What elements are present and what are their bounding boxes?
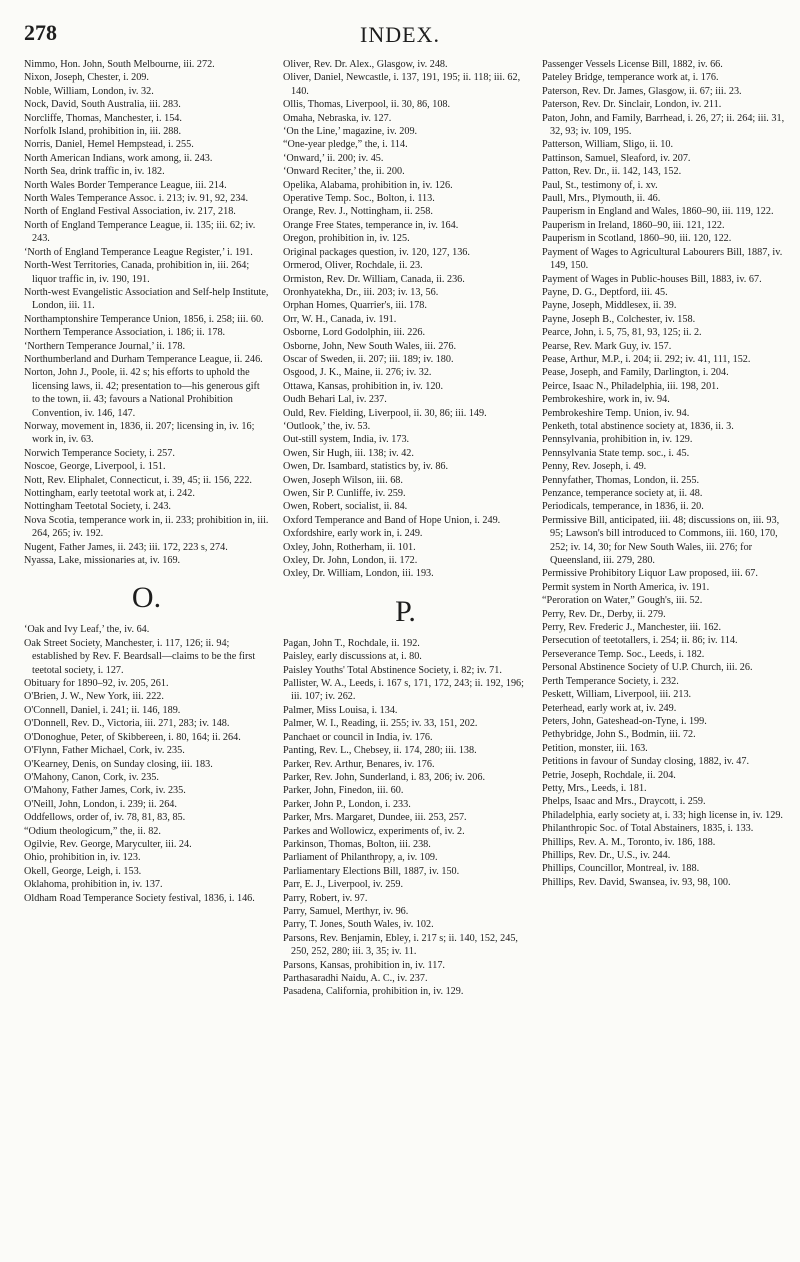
index-entry: Northamptonshire Temperance Union, 1856, i. 258; iii. 60. (24, 313, 264, 325)
index-entry: Osborne, John, New South Wales, iii. 276. (283, 340, 457, 352)
index-entry: Perseverance Temp. Soc., Leeds, i. 182. (542, 648, 705, 660)
index-entry: Peters, John, Gateshead-on-Tyne, i. 199. (542, 715, 707, 727)
index-entry: Pearse, Rev. Mark Guy, iv. 157. (542, 340, 672, 352)
index-entry: Petitions in favour of Sunday closing, 1882, iv. 47. (542, 756, 750, 768)
index-entry: Perth Temperance Society, i. 232. (542, 675, 679, 687)
index-entry: Pearce, John, i. 5, 75, 81, 93, 125; ii. 2. (542, 327, 702, 339)
index-entry: Paull, Mrs., Plymouth, ii. 46. (542, 193, 661, 205)
index-entry: O'Brien, J. W., New York, iii. 222. (24, 691, 164, 703)
index-entry: O'Kearney, Denis, on Sunday closing, iii. 183. (24, 758, 213, 770)
index-entry: Parliament of Philanthropy, a, iv. 109. (283, 852, 438, 864)
index-entry: Parsons, Rev. Benjamin, Ebley, i. 217 s; ii. 140, 152, 245, 250, 252, 280; iii. 3, 35; iv. 11. (283, 932, 518, 958)
index-entry: Pennyfather, Thomas, London, ii. 255. (542, 474, 700, 486)
index-entry: Osgood, J. K., Maine, ii. 276; iv. 32. (283, 367, 432, 379)
index-entry: Pennsylvania State temp. soc., i. 45. (542, 447, 690, 459)
index-entry: Omaha, Nebraska, iv. 127. (283, 112, 392, 124)
index-entry: Obituary for 1890–92, iv. 205, 261. (24, 678, 169, 690)
index-entry: “One-year pledge,” the, i. 114. (283, 139, 408, 151)
index-entry: Palmer, W. I., Reading, ii. 255; iv. 33, 151, 202. (283, 718, 478, 730)
index-entry: Ohio, prohibition in, iv. 123. (24, 852, 141, 864)
index-entry: Ollis, Thomas, Liverpool, ii. 30, 86, 108. (283, 99, 451, 111)
index-entry: Ottawa, Kansas, prohibition in, iv. 120. (283, 380, 444, 392)
index-entry: North Wales Temperance Assoc. i. 213; iv. 91, 92, 234. (24, 193, 249, 205)
index-entry: ‘North of England Temperance League Register,’ i. 191. (24, 246, 253, 258)
index-entry: Okell, George, Leigh, i. 153. (24, 865, 142, 877)
index-entry: Parker, Rev. John, Sunderland, i. 83, 206; iv. 206. (283, 771, 485, 783)
index-entry: O'Connell, Daniel, i. 241; ii. 146, 189. (24, 704, 181, 716)
index-entry: Phillips, Rev. David, Swansea, iv. 93, 98, 100. (542, 876, 731, 888)
index-entry: Penzance, temperance society at, ii. 48. (542, 488, 703, 499)
index-entry: Oddfellows, order of, iv. 78, 81, 83, 85. (24, 812, 186, 824)
index-entry: Parker, John P., London, i. 233. (283, 798, 411, 810)
index-entry: Peskett, William, Liverpool, iii. 213. (542, 689, 692, 701)
index-columns (24, 58, 788, 999)
index-entry: Parthasaradhi Naidu, A. C., iv. 237. (283, 973, 428, 984)
index-entry: Pauperism in England and Wales, 1860–90, iii. 119, 122. (542, 206, 774, 218)
index-entry: Orphan Homes, Quarrier's, iii. 178. (283, 300, 427, 312)
index-entry: Phelps, Isaac and Mrs., Draycott, i. 259. (542, 796, 706, 808)
index-entry: Oxley, John, Rotherham, ii. 101. (283, 541, 416, 553)
index-entry: Pennsylvania, prohibition in, iv. 129. (542, 434, 693, 446)
index-entry: Owen, Sir Hugh, iii. 138; iv. 42. (283, 447, 414, 459)
index-entry: Northumberland and Durham Temperance League, ii. 246. (24, 353, 263, 365)
index-entry: Payne, Joseph B., Colchester, iv. 158. (542, 313, 696, 325)
index-entry: Phillips, Rev. A. M., Toronto, iv. 186, 188. (542, 836, 716, 848)
index-entry: Paterson, Rev. Dr. Sinclair, London, iv. 211. (542, 99, 722, 111)
index-entry: Petrie, Joseph, Rochdale, ii. 204. (542, 769, 676, 781)
index-entry: Oxley, Dr. William, London, iii. 193. (283, 568, 434, 580)
index-entry: Panting, Rev. L., Chebsey, ii. 174, 280; iii. 138. (283, 745, 477, 757)
index-entry: Paul, St., testimony of, i. xv. (542, 179, 658, 191)
index-entry: O'Mahony, Father James, Cork, iv. 235. (24, 785, 186, 797)
index-entry: Personal Abstinence Society of U.P. Church, iii. 26. (542, 662, 753, 674)
index-entry: Parr, E. J., Liverpool, iv. 259. (283, 879, 404, 891)
index-column-2 (283, 58, 528, 999)
index-entry: Norcliffe, Thomas, Manchester, i. 154. (24, 112, 182, 124)
index-entry: Nottingham, early teetotal work at, i. 242. (24, 488, 195, 499)
index-entry: North American Indians, work among, ii. 243. (24, 152, 213, 164)
index-entry: Orange, Rev. J., Nottingham, ii. 258. (283, 206, 433, 218)
index-entry: O'Mahony, Canon, Cork, iv. 235. (24, 771, 159, 783)
index-entry: Philanthropic Soc. of Total Abstainers, 1835, i. 133. (542, 823, 754, 835)
index-entry: Norton, John J., Poole, ii. 42 s; his efforts to uphold the licensing laws, ii. 42; presentation to—his generous gift to the town, ii. 43; favours a National Prohibition Convention, iv. 146, 147. (24, 367, 260, 419)
index-entry: Phillips, Rev. Dr., U.S., iv. 244. (542, 849, 671, 861)
index-entry: Ormiston, Rev. Dr. William, Canada, ii. 236. (283, 273, 465, 285)
index-entry: Noble, William, London, iv. 32. (24, 85, 154, 97)
index-entry: Payne, Joseph, Middlesex, ii. 39. (542, 300, 677, 312)
index-entry: Panchaet or council in India, iv. 176. (283, 731, 433, 743)
index-entry: North-west Evangelistic Association and Self-help Institute, London, iii. 11. (24, 286, 269, 312)
page-number: 278 (24, 20, 57, 45)
index-entry: Passenger Vessels License Bill, 1882, iv. 66. (542, 59, 723, 70)
index-entry: ‘On the Line,’ magazine, iv. 209. (283, 126, 418, 138)
index-entry: Parliamentary Elections Bill, 1887, iv. 150. (283, 865, 460, 877)
index-entry: Patterson, William, Sligo, ii. 10. (542, 139, 673, 151)
index-entry: North-West Territories, Canada, prohibition in, iii. 264; liquor traffic in, iv. 190, 191. (24, 260, 250, 285)
index-entry: Oxford Temperance and Band of Hope Union, i. 249. (283, 514, 501, 526)
index-entry: Parkes and Wollowicz, experiments of, iv. 2. (283, 825, 465, 837)
index-entry: Phillips, Councillor, Montreal, iv. 188. (542, 863, 700, 875)
index-entry: Original packages question, iv. 120, 127, 136. (283, 246, 470, 258)
index-entry: Nova Scotia, temperance work in, ii. 233; prohibition in, iii. 264, 265; iv. 192. (24, 514, 269, 540)
index-entry: Nugent, Father James, ii. 243; iii. 172, 223 s, 274. (24, 541, 228, 553)
index-entry: Philadelphia, early society at, i. 33; high license in, iv. 129. (542, 809, 783, 821)
index-entry: O'Donnell, Rev. D., Victoria, iii. 271, 283; iv. 148. (24, 718, 230, 730)
index-entry: Oliver, Daniel, Newcastle, i. 137, 191, 195; ii. 118; iii. 62, 140. (283, 72, 521, 97)
index-entry: Pethybridge, John S., Bodmin, iii. 72. (542, 729, 696, 741)
index-entry: Nott, Rev. Eliphalet, Connecticut, i. 39, 45; ii. 156, 222. (24, 474, 252, 486)
section-letter-heading: O. (131, 581, 162, 615)
index-entry: Paisley Youths' Total Abstinence Society, i. 82; iv. 71. (283, 664, 502, 676)
index-entry: Permit system in North America, iv. 191. (542, 581, 710, 593)
index-entry: “Odium theologicum,” the, ii. 82. (24, 825, 161, 837)
index-entry: Persecution of teetotallers, i. 254; ii. 86; iv. 114. (542, 635, 738, 647)
index-entry: Pallister, W. A., Leeds, i. 167 s, 171, 172, 243; ii. 192, 196; iii. 107; iv. 262. (283, 678, 524, 703)
index-entry: Pattinson, Samuel, Sleaford, iv. 207. (542, 152, 691, 164)
index-entry: Perry, Rev. Frederic J., Manchester, iii. 162. (542, 622, 722, 634)
running-head: INDEX. (360, 22, 440, 47)
index-entry: ‘Outlook,’ the, iv. 53. (283, 420, 371, 432)
index-entry: Orr, W. H., Canada, iv. 191. (283, 313, 397, 325)
index-entry: Pease, Joseph, and Family, Darlington, i. 204. (542, 367, 729, 379)
index-entry: O'Donoghue, Peter, of Skibbereen, i. 80, 164; ii. 264. (24, 731, 241, 743)
index-entry: ‘Northern Temperance Journal,’ ii. 178. (24, 340, 186, 352)
index-entry: Pauperism in Ireland, 1860–90, iii. 121, 122. (542, 219, 725, 231)
index-entry: O'Neill, John, London, i. 239; ii. 264. (24, 798, 177, 810)
index-entry: Pasadena, California, prohibition in, iv. 129. (283, 986, 464, 998)
index-column-1 (24, 58, 269, 999)
index-entry: ‘Onward Reciter,’ the, ii. 200. (283, 166, 405, 178)
index-entry: Nixon, Joseph, Chester, i. 209. (24, 72, 149, 84)
index-entry: Petition, monster, iii. 163. (542, 742, 648, 754)
index-entry: Orange Free States, temperance in, iv. 164. (283, 219, 459, 231)
index-entry: Owen, Sir P. Cunliffe, iv. 259. (283, 488, 406, 499)
index-entry: Permissive Prohibitory Liquor Law proposed, iii. 67. (542, 568, 758, 580)
index-entry: Payment of Wages in Public-houses Bill, 1883, iv. 67. (542, 273, 762, 285)
index-entry: Periodicals, temperance, in 1836, ii. 20. (542, 501, 704, 513)
index-entry: Parker, Rev. Arthur, Benares, iv. 176. (283, 758, 435, 770)
index-entry: Oklahoma, prohibition in, iv. 137. (24, 879, 163, 891)
index-entry: ‘Onward,’ ii. 200; iv. 45. (283, 152, 384, 164)
index-entry: Parry, Samuel, Merthyr, iv. 96. (283, 905, 409, 917)
index-entry: “Peroration on Water,” Gough's, iii. 52. (542, 595, 703, 607)
index-entry: Patton, Rev. Dr., ii. 142, 143, 152. (542, 166, 682, 178)
index-entry: Pauperism in Scotland, 1860–90, iii. 120, 122. (542, 233, 732, 245)
index-entry: Pembrokeshire Temp. Union, iv. 94. (542, 407, 690, 419)
index-entry: Norwich Temperance Society, i. 257. (24, 447, 175, 459)
index-entry: Owen, Dr. Isambard, statistics by, iv. 86. (283, 461, 449, 473)
index-entry: Oxfordshire, early work in, i. 249. (283, 528, 423, 540)
index-entry: Ould, Rev. Fielding, Liverpool, ii. 30, 86; iii. 149. (283, 407, 487, 419)
index-entry: Owen, Robert, socialist, ii. 84. (283, 501, 408, 513)
index-entry: Pease, Arthur, M.P., i. 204; ii. 292; iv. 41, 111, 152. (542, 353, 751, 365)
index-entry: Parry, T. Jones, South Wales, iv. 102. (283, 919, 434, 931)
index-entry: North of England Festival Association, iv. 217, 218. (24, 206, 236, 218)
index-entry: Pembrokeshire, work in, iv. 94. (542, 394, 670, 406)
index-entry: O'Flynn, Father Michael, Cork, iv. 235. (24, 745, 185, 757)
index-entry: Payment of Wages to Agricultural Labourers Bill, 1887, iv. 149, 150. (542, 246, 783, 272)
index-entry: Pateley Bridge, temperance work at, i. 176. (542, 72, 719, 84)
index-entry: North Sea, drink traffic in, iv. 182. (24, 166, 165, 178)
index-entry: Ogilvie, Rev. George, Maryculter, iii. 24. (24, 838, 192, 850)
index-entry: Oak Street Society, Manchester, i. 117, 126; ii. 94; established by Rev. F. Beardsall—claims to be the first teetotal society, i. 127. (24, 637, 256, 676)
index-entry: Norris, Daniel, Hemel Hempstead, i. 255. (24, 139, 194, 151)
index-entry: Norway, movement in, 1836, ii. 207; licensing in, iv. 16; work in, iv. 63. (24, 420, 255, 446)
index-entry: Parker, Mrs. Margaret, Dundee, iii. 253, 257. (283, 812, 467, 824)
index-entry: Nottingham Teetotal Society, i. 243. (24, 501, 171, 513)
index-entry: Noscoe, George, Liverpool, i. 151. (24, 461, 166, 473)
index-entry: Nock, David, South Australia, iii. 283. (24, 99, 181, 111)
index-entry: Owen, Joseph Wilson, iii. 68. (283, 474, 403, 486)
index-entry: Oronhyatekha, Dr., iii. 203; iv. 13, 56. (283, 286, 439, 298)
index-entry: Norfolk Island, prohibition in, iii. 288. (24, 126, 182, 138)
index-column-3 (542, 58, 787, 999)
index-entry: North Wales Border Temperance League, iii. 214. (24, 179, 227, 191)
index-entry: Penketh, total abstinence society at, 1836, ii. 3. (542, 420, 734, 432)
index-entry: Operative Temp. Soc., Bolton, i. 113. (283, 193, 435, 205)
index-entry: Oxley, Dr. John, London, ii. 172. (283, 555, 418, 567)
index-entry: Paterson, Rev. Dr. James, Glasgow, ii. 67; iii. 23. (542, 85, 742, 97)
index-entry: Oldham Road Temperance Society festival, 1836, i. 146. (24, 892, 255, 904)
index-entry: North of England Temperance League, ii. 135; iii. 62; iv. 243. (24, 219, 256, 245)
index-entry: Pagan, John T., Rochdale, ii. 192. (283, 637, 420, 649)
index-entry: Parkinson, Thomas, Bolton, iii. 238. (283, 838, 431, 850)
index-entry: Parry, Robert, iv. 97. (283, 892, 368, 904)
section-letter-heading: P. (395, 594, 416, 628)
index-entry: Peterhead, early work at, iv. 249. (542, 702, 677, 714)
index-entry: Perry, Rev. Dr., Derby, ii. 279. (542, 608, 666, 620)
index-entry: Ormerod, Oliver, Rochdale, ii. 23. (283, 260, 423, 272)
index-entry: Osborne, Lord Godolphin, iii. 226. (283, 327, 426, 339)
index-entry: Oudh Behari Lal, iv. 237. (283, 394, 387, 406)
index-entry: Oregon, prohibition in, iv. 125. (283, 233, 410, 245)
index-entry: Petty, Mrs., Leeds, i. 181. (542, 782, 647, 794)
index-entry: Permissive Bill, anticipated, iii. 48; discussions on, iii. 93, 95; Lawson's bill introduced to Commons, iii. 160, 170, 252; iv. 14, 30; for New South Wales, iii. 276; for Queensland, iii. 279, 280. (542, 514, 780, 567)
index-entry: Paton, John, and Family, Barrhead, i. 26, 27; ii. 264; iii. 31, 32, 93; iv. 109, 195. (542, 112, 785, 138)
index-entry: Oliver, Rev. Dr. Alex., Glasgow, iv. 248. (283, 59, 448, 70)
index-entry: Oscar of Sweden, ii. 207; iii. 189; iv. 180. (283, 353, 454, 365)
index-entry: Payne, D. G., Deptford, iii. 45. (542, 286, 668, 298)
index-entry: Opelika, Alabama, prohibition in, iv. 126. (283, 179, 453, 191)
index-entry: Peirce, Isaac N., Philadelphia, iii. 198, 201. (542, 380, 719, 392)
index-entry: Nimmo, Hon. John, South Melbourne, iii. 272. (24, 59, 215, 70)
index-entry: Parsons, Kansas, prohibition in, iv. 117. (283, 959, 445, 971)
index-entry: Penny, Rev. Joseph, i. 49. (542, 461, 647, 473)
index-entry: Paisley, early discussions at, i. 80. (283, 651, 422, 663)
index-entry: ‘Oak and Ivy Leaf,’ the, iv. 64. (24, 624, 150, 636)
index-entry: Northern Temperance Association, i. 186; ii. 178. (24, 327, 226, 339)
index-entry: Nyassa, Lake, missionaries at, iv. 169. (24, 555, 181, 567)
index-entry: Palmer, Miss Louisa, i. 134. (283, 704, 398, 716)
index-entry: Parker, John, Finedon, iii. 60. (283, 785, 404, 797)
index-entry: Out-still system, India, iv. 173. (283, 434, 410, 446)
